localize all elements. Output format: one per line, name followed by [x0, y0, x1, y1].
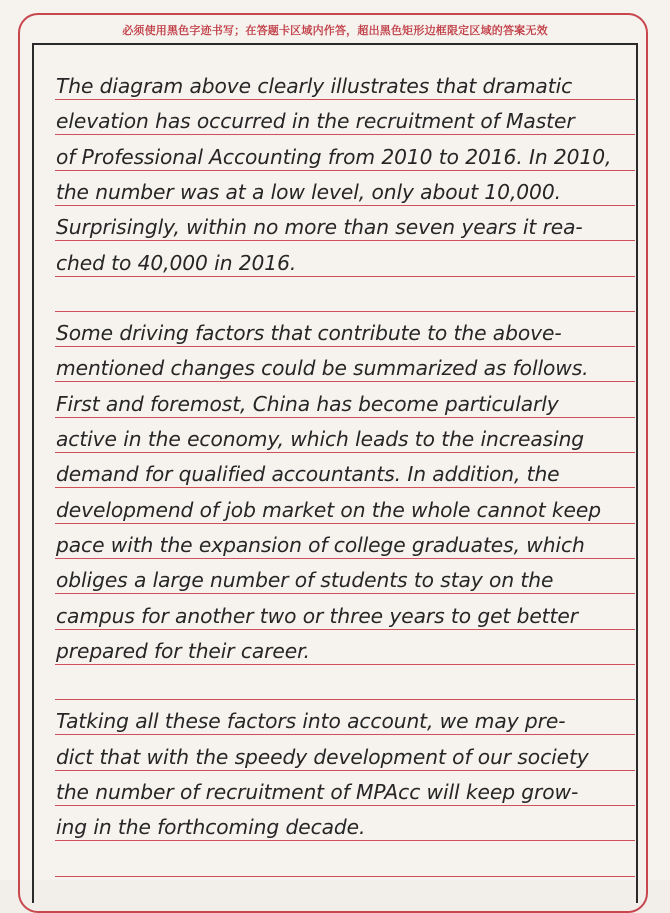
essay-line: ing in the forthcoming decade. — [56, 815, 366, 840]
ruled-line — [55, 593, 635, 594]
essay-line: elevation has occurred in the recruitment of Master — [56, 109, 575, 134]
ruled-line — [55, 523, 635, 524]
ruled-line — [55, 734, 635, 735]
essay-line: active in the economy, which leads to the increasing — [56, 427, 585, 451]
ruled-line — [55, 876, 635, 877]
ruled-line — [55, 99, 635, 100]
essay-line: mentioned changes could be summarized as follows. — [56, 356, 589, 381]
ruled-line — [55, 770, 635, 771]
essay-line: obliges a large number of students to stay on the — [56, 568, 554, 593]
ruled-line — [55, 346, 635, 347]
ruled-line — [55, 840, 635, 841]
ruled-line — [55, 558, 635, 559]
essay-line: Surprisingly, within no more than seven years it rea- — [56, 215, 583, 240]
ruled-line — [55, 487, 635, 488]
ruled-line — [55, 205, 635, 206]
essay-line: of Professional Accounting from 2010 to 2016. In 2010, — [56, 144, 612, 169]
ruled-line — [55, 629, 635, 630]
essay-line: the number was at a low level, only about 10,000. — [56, 179, 561, 204]
essay-line: Tatking all these factors into account, we may pre- — [56, 709, 566, 734]
ruled-line — [55, 452, 635, 453]
ruled-line — [55, 805, 635, 806]
essay-line: Some driving factors that contribute to the above- — [56, 321, 562, 346]
essay-line: First and foremost, China has become particularly — [56, 391, 559, 416]
essay-line: The diagram above clearly illustrates that dramatic — [56, 74, 573, 98]
ruled-line — [55, 381, 635, 382]
essay-line: pace with the expansion of college graduates, which — [56, 532, 585, 557]
ruled-line — [55, 240, 635, 241]
essay-line: ched to 40,000 in 2016. — [56, 250, 297, 275]
ruled-line — [55, 664, 635, 665]
essay-line: campus for another two or three years to get better — [56, 603, 578, 628]
ruled-line — [55, 699, 635, 700]
essay-line: dict that with the speedy development of our society — [56, 744, 589, 769]
essay-line: prepared for their career. — [56, 638, 310, 663]
ruled-line — [55, 417, 635, 418]
ruled-line — [55, 311, 635, 312]
essay-line: demand for qualified accountants. In addition, the — [56, 462, 560, 487]
ruled-line — [55, 134, 635, 135]
essay-line: the number of recruitment of MPAcc will keep grow- — [56, 780, 579, 804]
ruled-line — [55, 276, 635, 277]
essay-line: developmend of job market on the whole cannot keep — [56, 497, 601, 522]
writing-instruction: 必须使用黑色字迹书写；在答题卡区域内作答，超出黑色矩形边框限定区域的答案无效 — [122, 24, 548, 37]
ruled-line — [55, 170, 635, 171]
